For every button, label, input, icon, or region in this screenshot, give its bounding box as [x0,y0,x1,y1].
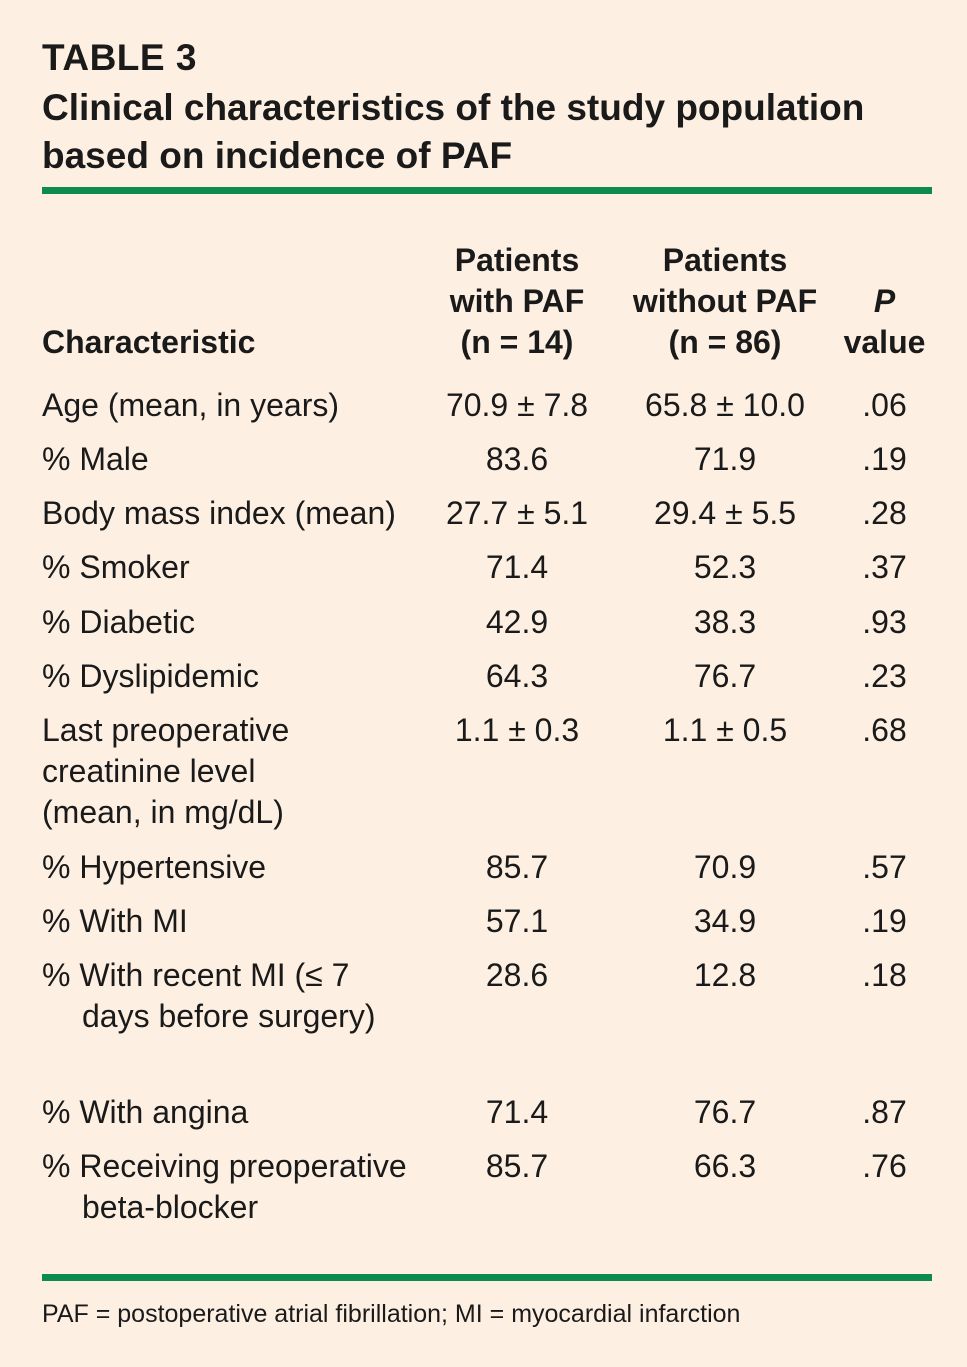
row-with-paf: 42.9 [485,604,549,640]
row-characteristic: % Dyslipidemic [42,658,259,694]
header-without-paf-line1: Patients [662,242,788,278]
table-page [42,0,932,1367]
row-with-paf: 64.3 [485,658,549,694]
row-p-value: .28 [862,495,907,531]
row-characteristic: % Diabetic [42,604,195,640]
header-without-paf-line2: without PAF [632,283,818,319]
row-without-paf: 1.1 ± 0.5 [662,712,788,748]
row-without-paf: 71.9 [693,441,757,477]
header-with-paf-line2: with PAF [449,283,585,319]
row-characteristic: Body mass index (mean) [42,495,396,531]
row-without-paf: 12.8 [693,957,757,993]
row-characteristic: % With recent MI (≤ 7 days before surgery) [42,957,376,1034]
row-p-value: .37 [862,549,907,585]
row-without-paf: 76.7 [693,658,757,694]
row-with-paf: 57.1 [485,903,549,939]
row-characteristic: % With MI [42,903,188,939]
header-p-value-word: value [843,324,926,360]
table-footnote: PAF = postoperative atrial fibrillation; MI = myocardial infarction [42,1300,741,1328]
row-p-value: .23 [862,658,907,694]
row-with-paf: 28.6 [485,957,549,993]
header-without-paf [620,240,830,363]
row-with-paf: 1.1 ± 0.3 [454,712,580,748]
row-with-paf: 85.7 [485,1148,549,1184]
header-with-paf-line3: (n = 14) [460,324,574,360]
row-with-paf: 71.4 [485,1094,549,1130]
row-p-value: .06 [862,387,907,423]
table-label: TABLE 3 [42,37,197,78]
row-characteristic: Last preoperative creatinine level (mean, in mg/dL) [42,712,290,830]
row-with-paf: 85.7 [485,849,549,885]
row-without-paf: 65.8 ± 10.0 [645,387,805,423]
row-with-paf: 71.4 [485,549,549,585]
row-characteristic: % Receiving preoperative beta-blocker [42,1148,407,1225]
row-with-paf: 83.6 [485,441,549,477]
row-p-value: .93 [862,604,907,640]
header-with-paf-line1: Patients [454,242,580,278]
header-p-letter: P [873,283,896,319]
row-p-value: .19 [862,903,907,939]
row-p-value: .87 [862,1094,907,1130]
row-p-value: .76 [862,1148,907,1184]
header-p-value [837,281,932,363]
row-characteristic: % With angina [42,1094,249,1130]
bottom-rule [42,1274,932,1281]
row-without-paf: 70.9 [693,849,757,885]
row-without-paf: 29.4 ± 5.5 [653,495,797,531]
row-without-paf: 34.9 [693,903,757,939]
row-p-value: .68 [862,712,907,748]
row-p-value: .19 [862,441,907,477]
header-characteristic: Characteristic [42,324,256,360]
row-characteristic: % Smoker [42,549,190,585]
row-without-paf: 38.3 [693,604,757,640]
row-p-value: .57 [862,849,907,885]
row-characteristic: % Hypertensive [42,849,267,885]
row-without-paf: 66.3 [693,1148,757,1184]
row-characteristic: Age (mean, in years) [42,387,340,423]
top-rule [42,187,932,194]
row-without-paf: 52.3 [693,549,757,585]
row-with-paf: 70.9 ± 7.8 [445,387,589,423]
header-without-paf-line3: (n = 86) [668,324,782,360]
row-characteristic: % Male [42,441,149,477]
header-with-paf [437,240,597,363]
row-without-paf: 76.7 [693,1094,757,1130]
row-with-paf: 27.7 ± 5.1 [445,495,589,531]
row-p-value: .18 [862,957,907,993]
table-title: Clinical characteristics of the study population based on incidence of PAF [42,87,865,176]
